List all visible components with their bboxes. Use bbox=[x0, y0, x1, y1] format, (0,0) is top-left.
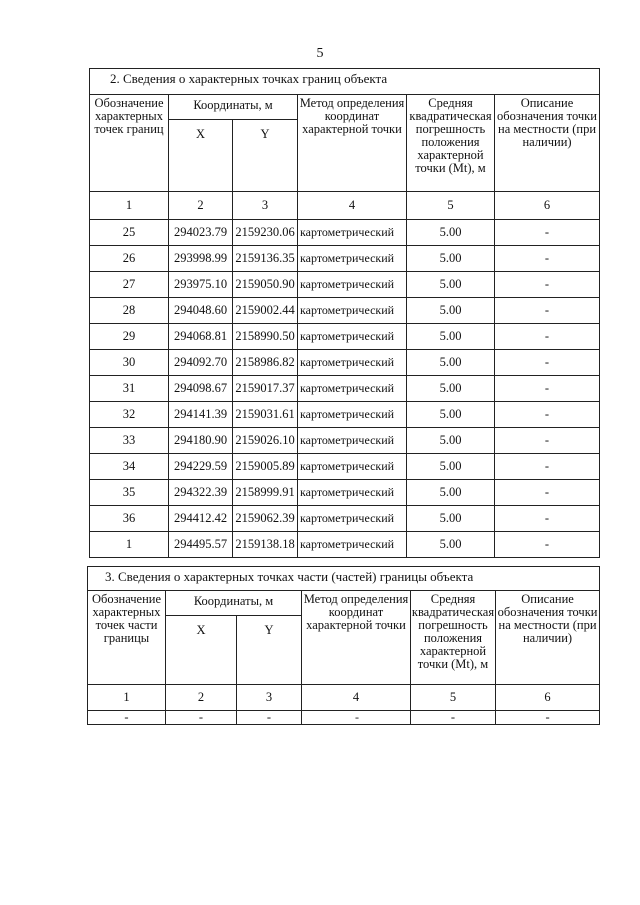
point-cell: 27 bbox=[90, 272, 169, 298]
column-number: 4 bbox=[302, 685, 411, 711]
x-coordinate-cell: 294048.60 bbox=[169, 298, 233, 324]
column-numbers-row bbox=[90, 192, 600, 220]
error-cell: 5.00 bbox=[407, 532, 495, 558]
x-coordinate-cell: 294322.39 bbox=[169, 480, 233, 506]
header-error: Средняя квадратическая погрешность положения характерной точки (Mt), м bbox=[411, 591, 496, 685]
table-row bbox=[90, 298, 600, 324]
table-row bbox=[90, 350, 600, 376]
error-cell: 5.00 bbox=[407, 376, 495, 402]
error-cell: 5.00 bbox=[407, 402, 495, 428]
error-cell: 5.00 bbox=[407, 298, 495, 324]
header-y: Y bbox=[233, 120, 298, 192]
y-coordinate-cell: 2158986.82 bbox=[233, 350, 298, 376]
table-row bbox=[88, 711, 600, 725]
column-number: 5 bbox=[411, 685, 496, 711]
x-coordinate-cell: 294068.81 bbox=[169, 324, 233, 350]
x-coordinate-cell: 294098.67 bbox=[169, 376, 233, 402]
description-cell: - bbox=[495, 272, 600, 298]
method-cell: картометрический bbox=[298, 402, 407, 428]
error-cell: 5.00 bbox=[407, 246, 495, 272]
method-cell: картометрический bbox=[298, 272, 407, 298]
description-cell: - bbox=[495, 454, 600, 480]
section-title: 3. Сведения о характерных точках части (частей) границы объекта bbox=[88, 567, 600, 591]
column-number: 1 bbox=[88, 685, 166, 711]
point-cell: 28 bbox=[90, 298, 169, 324]
column-numbers-row bbox=[88, 685, 600, 711]
point-cell: 1 bbox=[90, 532, 169, 558]
method-cell: картометрический bbox=[298, 480, 407, 506]
description-cell: - bbox=[495, 376, 600, 402]
method-cell: картометрический bbox=[298, 324, 407, 350]
header-y: Y bbox=[237, 616, 302, 685]
y-coordinate-cell: 2158990.50 bbox=[233, 324, 298, 350]
description-cell: - bbox=[495, 324, 600, 350]
x-coordinate-cell: 294180.90 bbox=[169, 428, 233, 454]
header-coordinates: Координаты, м bbox=[166, 591, 302, 616]
x-coordinate-cell: 294229.59 bbox=[169, 454, 233, 480]
point-cell: 25 bbox=[90, 220, 169, 246]
point-cell: 33 bbox=[90, 428, 169, 454]
point-cell: - bbox=[88, 711, 166, 725]
method-cell: картометрический bbox=[298, 532, 407, 558]
method-cell: картометрический bbox=[298, 428, 407, 454]
part-boundary-points-table bbox=[87, 566, 600, 725]
column-number: 5 bbox=[407, 192, 495, 220]
description-cell: - bbox=[495, 298, 600, 324]
error-cell: 5.00 bbox=[407, 324, 495, 350]
description-cell: - bbox=[495, 480, 600, 506]
table-row bbox=[90, 454, 600, 480]
x-coordinate-cell: 294141.39 bbox=[169, 402, 233, 428]
header-method: Метод определения координат характерной точки bbox=[298, 95, 407, 192]
y-coordinate-cell: 2159138.18 bbox=[233, 532, 298, 558]
method-cell: - bbox=[302, 711, 411, 725]
x-coordinate-cell: 294023.79 bbox=[169, 220, 233, 246]
column-number: 4 bbox=[298, 192, 407, 220]
description-cell: - bbox=[495, 532, 600, 558]
y-coordinate-cell: - bbox=[237, 711, 302, 725]
header-point: Обозначение характерных точек части границы bbox=[88, 591, 166, 685]
error-cell: 5.00 bbox=[407, 454, 495, 480]
header-point: Обозначение характерных точек границ bbox=[90, 95, 169, 192]
point-cell: 29 bbox=[90, 324, 169, 350]
column-number: 2 bbox=[166, 685, 237, 711]
y-coordinate-cell: 2159136.35 bbox=[233, 246, 298, 272]
description-cell: - bbox=[495, 220, 600, 246]
y-coordinate-cell: 2159062.39 bbox=[233, 506, 298, 532]
description-cell: - bbox=[496, 711, 600, 725]
header-description: Описание обозначения точки на местности (при наличии) bbox=[496, 591, 600, 685]
column-number: 6 bbox=[496, 685, 600, 711]
error-cell: 5.00 bbox=[407, 350, 495, 376]
section-title: 2. Сведения о характерных точках границ объекта bbox=[90, 69, 600, 95]
column-number: 2 bbox=[169, 192, 233, 220]
y-coordinate-cell: 2159002.44 bbox=[233, 298, 298, 324]
x-coordinate-cell: 294412.42 bbox=[169, 506, 233, 532]
error-cell: 5.00 bbox=[407, 480, 495, 506]
error-cell: 5.00 bbox=[407, 272, 495, 298]
x-coordinate-cell: 293998.99 bbox=[169, 246, 233, 272]
boundary-points-table bbox=[89, 68, 600, 558]
header-x: X bbox=[169, 120, 233, 192]
point-cell: 35 bbox=[90, 480, 169, 506]
error-cell: 5.00 bbox=[407, 506, 495, 532]
x-coordinate-cell: - bbox=[166, 711, 237, 725]
header-coordinates: Координаты, м bbox=[169, 95, 298, 120]
table-row bbox=[90, 480, 600, 506]
table-row bbox=[90, 324, 600, 350]
point-cell: 32 bbox=[90, 402, 169, 428]
error-cell: 5.00 bbox=[407, 428, 495, 454]
y-coordinate-cell: 2159050.90 bbox=[233, 272, 298, 298]
method-cell: картометрический bbox=[298, 298, 407, 324]
y-coordinate-cell: 2159230.06 bbox=[233, 220, 298, 246]
point-cell: 26 bbox=[90, 246, 169, 272]
page-number: 5 bbox=[316, 46, 324, 61]
table-row bbox=[90, 272, 600, 298]
table-row bbox=[90, 532, 600, 558]
table-row bbox=[90, 428, 600, 454]
column-number: 6 bbox=[495, 192, 600, 220]
table-row bbox=[90, 246, 600, 272]
description-cell: - bbox=[495, 402, 600, 428]
y-coordinate-cell: 2158999.91 bbox=[233, 480, 298, 506]
point-cell: 30 bbox=[90, 350, 169, 376]
description-cell: - bbox=[495, 506, 600, 532]
x-coordinate-cell: 293975.10 bbox=[169, 272, 233, 298]
column-number: 3 bbox=[237, 685, 302, 711]
header-method: Метод определения координат характерной точки bbox=[302, 591, 411, 685]
method-cell: картометрический bbox=[298, 506, 407, 532]
y-coordinate-cell: 2159026.10 bbox=[233, 428, 298, 454]
error-cell: - bbox=[411, 711, 496, 725]
column-number: 3 bbox=[233, 192, 298, 220]
table-row bbox=[90, 506, 600, 532]
method-cell: картометрический bbox=[298, 246, 407, 272]
description-cell: - bbox=[495, 350, 600, 376]
y-coordinate-cell: 2159031.61 bbox=[233, 402, 298, 428]
table-row bbox=[90, 402, 600, 428]
method-cell: картометрический bbox=[298, 220, 407, 246]
description-cell: - bbox=[495, 428, 600, 454]
point-cell: 31 bbox=[90, 376, 169, 402]
header-x: X bbox=[166, 616, 237, 685]
method-cell: картометрический bbox=[298, 376, 407, 402]
x-coordinate-cell: 294092.70 bbox=[169, 350, 233, 376]
point-cell: 36 bbox=[90, 506, 169, 532]
y-coordinate-cell: 2159005.89 bbox=[233, 454, 298, 480]
column-number: 1 bbox=[90, 192, 169, 220]
table-row bbox=[90, 220, 600, 246]
table-row bbox=[90, 376, 600, 402]
description-cell: - bbox=[495, 246, 600, 272]
y-coordinate-cell: 2159017.37 bbox=[233, 376, 298, 402]
point-cell: 34 bbox=[90, 454, 169, 480]
method-cell: картометрический bbox=[298, 454, 407, 480]
x-coordinate-cell: 294495.57 bbox=[169, 532, 233, 558]
header-description: Описание обозначения точки на местности (при наличии) bbox=[495, 95, 600, 192]
error-cell: 5.00 bbox=[407, 220, 495, 246]
header-error: Средняя квадратическая погрешность положения характерной точки (Mt), м bbox=[407, 95, 495, 192]
method-cell: картометрический bbox=[298, 350, 407, 376]
